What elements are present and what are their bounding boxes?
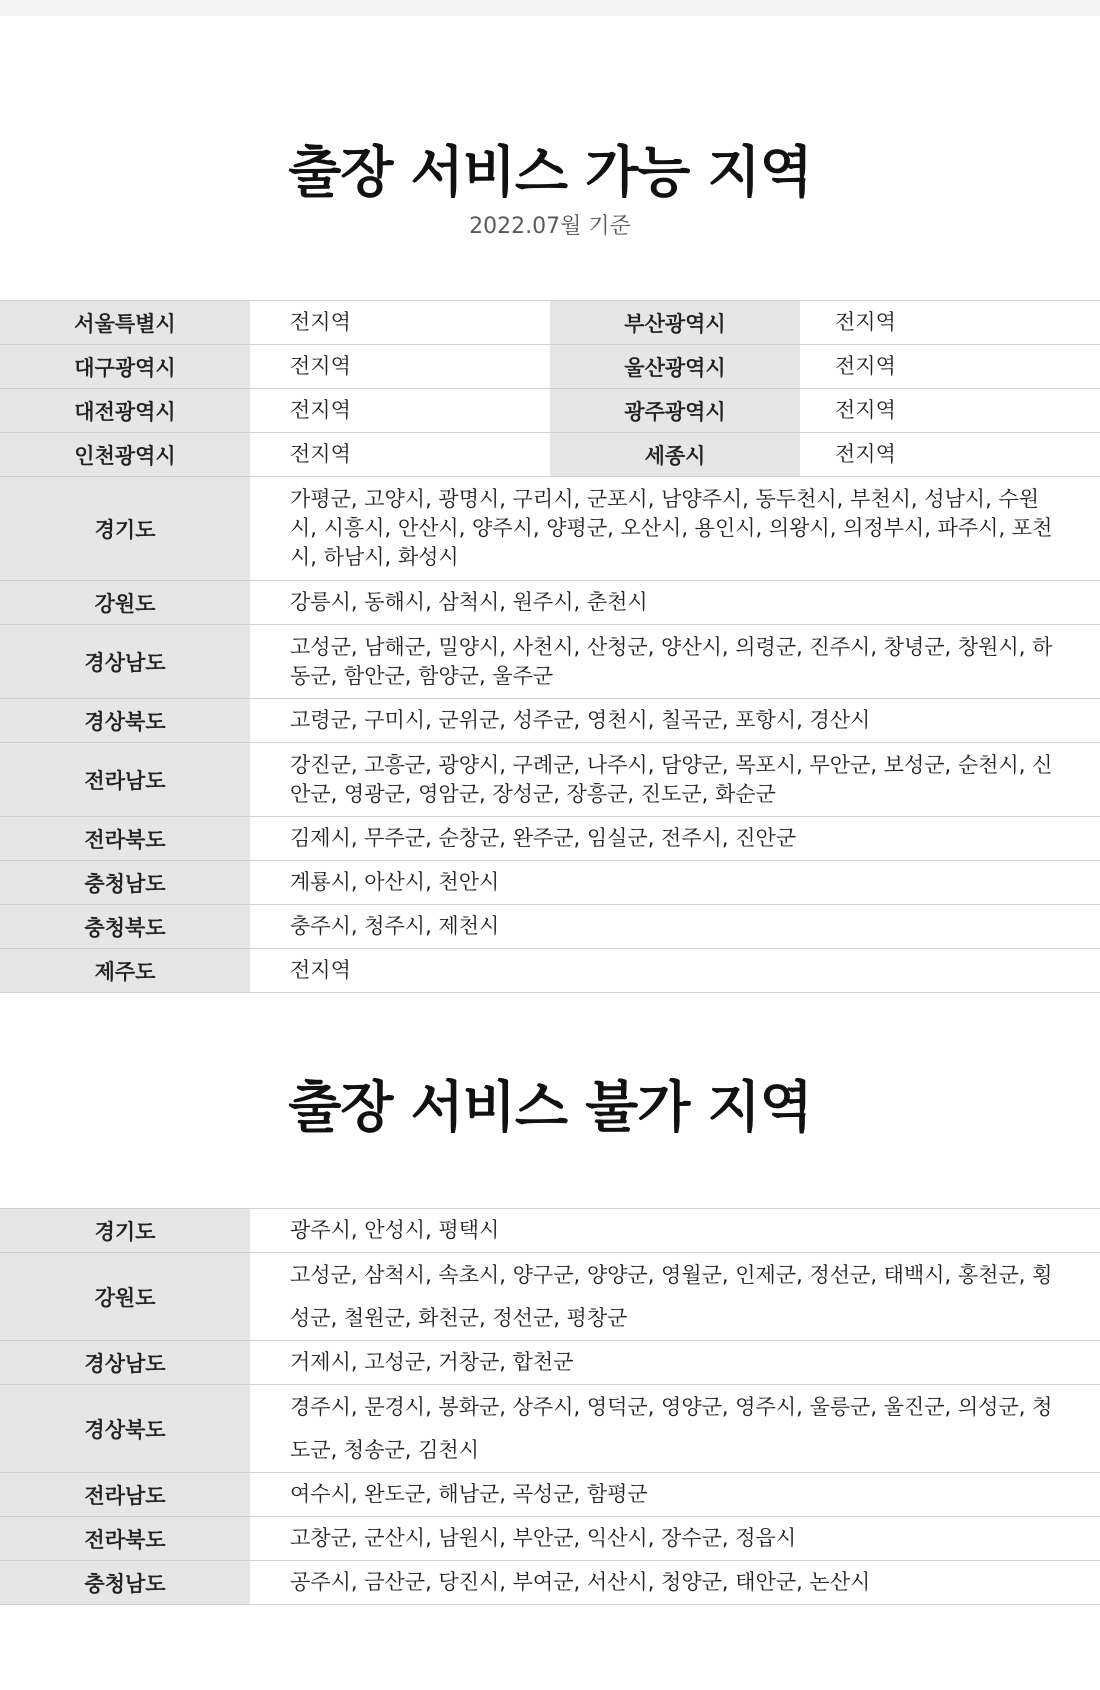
region-value: 전지역 (290, 310, 351, 334)
region-label: 울산광역시 (550, 345, 800, 388)
region-label: 경기도 (0, 1209, 250, 1252)
region-label: 충청북도 (0, 905, 250, 948)
table-row (0, 1473, 1100, 1517)
region-value: 고령군, 구미시, 군위군, 성주군, 영천시, 칠곡군, 포항시, 경산시 (290, 708, 871, 732)
table-row (0, 861, 1100, 905)
table-row (0, 743, 1100, 817)
region-value: 강진군, 고흥군, 광양시, 구례군, 나주시, 담양군, 목포시, 무안군, 보성군, 순천시, 신안군, 영광군, 영암군, 장성군, 장흥군, 진도군, 화순군 (290, 752, 1053, 806)
region-value: 경주시, 문경시, 봉화군, 상주시, 영덕군, 영양군, 영주시, 울릉군, 울진군, 의성군, 청도군, 청송군, 김천시 (290, 1394, 1053, 1462)
region-label: 부산광역시 (550, 301, 800, 344)
region-label: 강원도 (0, 581, 250, 624)
table-row (0, 345, 1100, 389)
region-value: 전지역 (835, 310, 896, 334)
region-value: 가평군, 고양시, 광명시, 구리시, 군포시, 남양주시, 동두천시, 부천시, 성남시, 수원시, 시흥시, 안산시, 양주시, 양평군, 오산시, 용인시, 의왕시, 의정부시, 파주시, 포천시, 하남시, 화성시 (290, 487, 1053, 569)
region-label: 세종시 (550, 433, 800, 476)
table-row (0, 949, 1100, 993)
table-row (0, 1517, 1100, 1561)
region-value: 광주시, 안성시, 평택시 (290, 1218, 500, 1242)
table-row (0, 1253, 1100, 1341)
region-label: 서울특별시 (0, 301, 250, 344)
table-row (0, 433, 1100, 477)
table-row (0, 1209, 1100, 1253)
region-label: 전라남도 (0, 743, 250, 816)
region-label: 인천광역시 (0, 433, 250, 476)
region-label: 충청남도 (0, 861, 250, 904)
region-label: 경기도 (0, 477, 250, 580)
available-subtitle: 2022.07월 기준 (469, 214, 631, 239)
region-label: 광주광역시 (550, 389, 800, 432)
region-label: 경상북도 (0, 1385, 250, 1472)
region-value: 전지역 (290, 354, 351, 378)
region-value: 전지역 (835, 398, 896, 422)
region-label: 전라남도 (0, 1473, 250, 1516)
region-value: 전지역 (290, 442, 351, 466)
region-value: 김제시, 무주군, 순창군, 완주군, 임실군, 전주시, 진안군 (290, 826, 797, 850)
table-row (0, 817, 1100, 861)
table-row (0, 625, 1100, 699)
region-label: 제주도 (0, 949, 250, 992)
region-value: 전지역 (290, 958, 351, 982)
table-row (0, 389, 1100, 433)
region-value: 전지역 (290, 398, 351, 422)
region-value: 고성군, 남해군, 밀양시, 사천시, 산청군, 양산시, 의령군, 진주시, 창녕군, 창원시, 하동군, 함안군, 함양군, 울주군 (290, 634, 1053, 688)
table-row (0, 301, 1100, 345)
region-value: 공주시, 금산군, 당진시, 부여군, 서산시, 청양군, 태안군, 논산시 (290, 1570, 871, 1594)
region-value: 여수시, 완도군, 해남군, 곡성군, 함평군 (290, 1482, 648, 1506)
region-label: 충청남도 (0, 1561, 250, 1604)
region-label: 강원도 (0, 1253, 250, 1340)
table-row (0, 905, 1100, 949)
region-value: 전지역 (835, 354, 896, 378)
region-value: 충주시, 청주시, 제천시 (290, 914, 500, 938)
region-label: 전라북도 (0, 817, 250, 860)
unavailable-table (0, 1208, 1100, 1605)
table-row (0, 1561, 1100, 1605)
region-value: 고창군, 군산시, 남원시, 부안군, 익산시, 장수군, 정읍시 (290, 1526, 797, 1550)
region-label: 경상남도 (0, 1341, 250, 1384)
region-label: 경상북도 (0, 699, 250, 742)
table-row (0, 581, 1100, 625)
available-title: 출장 서비스 가능 지역 (288, 140, 812, 204)
table-row (0, 477, 1100, 581)
top-bar (0, 0, 1100, 16)
table-row (0, 1341, 1100, 1385)
region-label: 대구광역시 (0, 345, 250, 388)
region-label: 전라북도 (0, 1517, 250, 1560)
region-value: 계룡시, 아산시, 천안시 (290, 870, 500, 894)
region-value: 강릉시, 동해시, 삼척시, 원주시, 춘천시 (290, 590, 648, 614)
region-label: 경상남도 (0, 625, 250, 698)
region-value: 고성군, 삼척시, 속초시, 양구군, 양양군, 영월군, 인제군, 정선군, 태백시, 홍천군, 횡성군, 철원군, 화천군, 정선군, 평창군 (290, 1262, 1053, 1330)
table-row (0, 1385, 1100, 1473)
region-label: 대전광역시 (0, 389, 250, 432)
region-value: 전지역 (835, 442, 896, 466)
table-row (0, 699, 1100, 743)
available-table (0, 300, 1100, 993)
region-value: 거제시, 고성군, 거창군, 합천군 (290, 1350, 574, 1374)
unavailable-title: 출장 서비스 불가 지역 (288, 1075, 812, 1139)
